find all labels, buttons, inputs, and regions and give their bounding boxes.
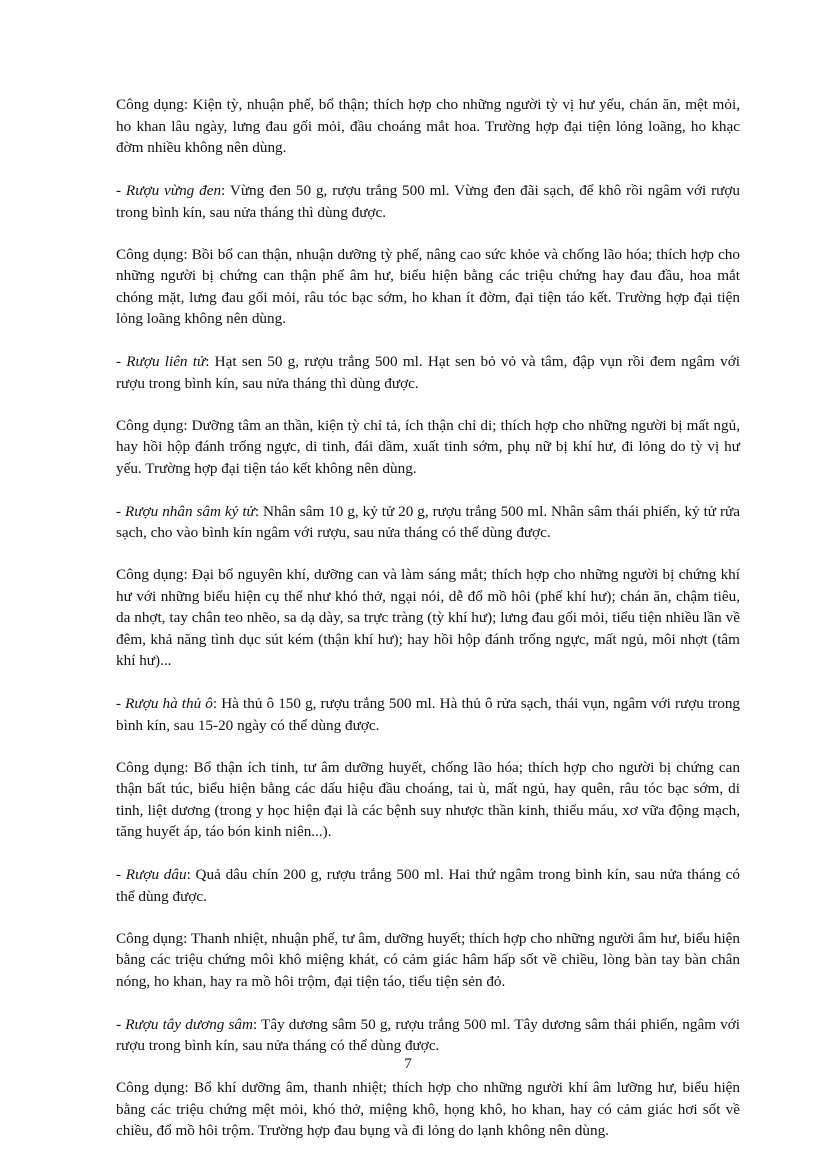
recipe-paragraph: [116, 180, 740, 223]
usage-paragraph: [116, 94, 740, 159]
recipe-bullet: -: [116, 866, 126, 883]
recipe-bullet: -: [116, 353, 127, 370]
recipe-name: Rượu tây dương sâm: [125, 1015, 253, 1033]
recipe-paragraph: [116, 501, 740, 544]
paragraph-text: Công dụng: Bổ thận ích tinh, tư âm dưỡng huyết, chống lão hóa; thích hợp cho người bị chứng can thận bất túc, biểu hiện bằng các dấu hiệu đầu choáng, tai ù, mất ngủ, hay quên, râu tóc bạc sớm, di tinh, liệt dương (trong y học hiện đại là các bệnh suy nhược thần kinh, thiếu máu, xơ vữa động mạch, tăng huyết áp, táo bón kinh niên...).: [116, 758, 740, 840]
recipe-text: : Hà thủ ô 150 g, rượu trắng 500 ml. Hà thủ ô rửa sạch, thái vụn, ngâm với rượu trong bình kín, sau 15-20 ngày có thể dùng được.: [116, 695, 741, 734]
paragraph-text: Công dụng: Bổ khí dưỡng âm, thanh nhiệt; thích hợp cho những người khí âm lưỡng hư, biểu hiện bằng các triệu chứng mệt mỏi, khó thở, miệng khô, họng khô, ho khan, hay có cảm giác hơi sốt về chiều, đổ mồ hôi trộm. Trường hợp đau bụng và đi lỏng do lạnh không nên dùng.: [116, 1079, 740, 1139]
usage-paragraph: [116, 244, 740, 330]
recipe-paragraph: [116, 1014, 740, 1057]
recipe-name: Rượu dâu: [125, 866, 187, 883]
recipe-bullet: -: [116, 695, 126, 712]
paragraph-text: Công dụng: Thanh nhiệt, nhuận phế, tư âm, dưỡng huyết; thích hợp cho những người âm hư, biểu hiện bằng các triệu chứng môi khô miệng khát, có cảm giác hâm hấp sốt về chiều, lòng bàn tay bàn chân nóng, ho khan, hay ra mồ hôi trộm, đại tiện táo, tiểu tiện sẻn đỏ.: [116, 929, 740, 990]
paragraph-text: Công dụng: Dưỡng tâm an thần, kiện tỳ chỉ tả, ích thận chỉ di; thích hợp cho những người bị mất ngủ, hay hồi hộp đánh trống ngực, di tinh, đái dầm, xuất tinh sớm, phụ nữ bị khí hư, đi lỏng do tỳ vị hư yếu. Trường hợp đại tiện táo kết không nên dùng.: [116, 416, 740, 477]
usage-paragraph: [116, 928, 740, 993]
recipe-paragraph: [116, 864, 740, 907]
recipe-name: Rượu hà thủ ô: [125, 695, 213, 712]
recipe-bullet: -: [116, 1015, 126, 1033]
usage-paragraph: [116, 564, 740, 672]
usage-paragraph: [116, 757, 740, 843]
recipe-text: : Nhân sâm 10 g, kỷ tử 20 g, rượu trắng 500 ml. Nhân sâm thái phiến, kỷ tử rửa sạch, cho vào bình kín ngâm với rượu, sau nửa tháng có thể dùng được.: [116, 502, 741, 541]
recipe-text: : Tây dương sâm 50 g, rượu trắng 500 ml. Tây dương sâm thái phiến, ngâm với rượu trong bình kín, sau nửa tháng có thể dùng được.: [116, 1015, 740, 1054]
paragraph-text: Công dụng: Bồi bổ can thận, nhuận dưỡng tỳ phế, nâng cao sức khỏe và chống lão hóa; thích hợp cho những người bị chứng can thận phế âm hư, biểu hiện bằng các triệu chứng hay đau đầu, hoa mắt chóng mặt, lưng đau gối mỏi, râu tóc bạc sớm, ho khan ít đờm, đại tiện táo kết. Trường hợp đại tiện lỏng loãng không nên dùng.: [116, 245, 740, 327]
recipe-name: Rượu nhân sâm kỷ tử: [125, 502, 255, 520]
recipe-name: Rượu liên tử: [126, 353, 206, 370]
recipe-name: Rượu vừng đen: [125, 182, 222, 199]
paragraph-text: Công dụng: Kiện tỳ, nhuận phế, bổ thận; thích hợp cho những người tỳ vị hư yếu, chán ăn, mệt mỏi, ho khan lâu ngày, lưng đau gối mỏi, đầu choáng mắt hoa. Trường hợp đại tiện lỏng loãng, ho khạc đờm nhiều không nên dùng.: [116, 96, 740, 156]
recipe-text: : Quả dâu chín 200 g, rượu trắng 500 ml. Hai thứ ngâm trong bình kín, sau nửa tháng có thể dùng được.: [116, 866, 740, 905]
recipe-text: : Vừng đen 50 g, rượu trắng 500 ml. Vừng đen đãi sạch, để khô rồi ngâm với rượu trong bình kín, sau nửa tháng thì dùng được.: [116, 182, 740, 221]
usage-paragraph: [116, 415, 740, 480]
document-page: [116, 94, 740, 1163]
recipe-text: : Hạt sen 50 g, rượu trắng 500 ml. Hạt sen bỏ vỏ và tâm, đập vụn rồi đem ngâm với rượu trong bình kín, sau nửa tháng thì dùng được.: [116, 353, 740, 392]
recipe-paragraph: [116, 351, 740, 394]
recipe-paragraph: [116, 693, 740, 736]
usage-paragraph: [116, 1077, 740, 1142]
recipe-bullet: -: [116, 182, 126, 199]
page-number: 7: [404, 1055, 412, 1072]
recipe-bullet: -: [116, 502, 125, 520]
paragraph-text: Công dụng: Đại bổ nguyên khí, dưỡng can và làm sáng mắt; thích hợp cho những người bị chứng khí hư với những biểu hiện cụ thể như khó thở, ngại nói, dễ đổ mồ hôi (phế khí hư); chán ăn, chậm tiêu, da nhợt, tay chân teo nhẽo, sa dạ dày, sa trực tràng (tỳ khí hư); lưng đau gối mỏi, tiểu tiện nhiều lần về đêm, khả năng tình dục sút kém (thận khí hư); hay hồi hộp đánh trống ngực, mất ngủ, môi nhợt (tâm khí hư)...: [116, 566, 740, 669]
